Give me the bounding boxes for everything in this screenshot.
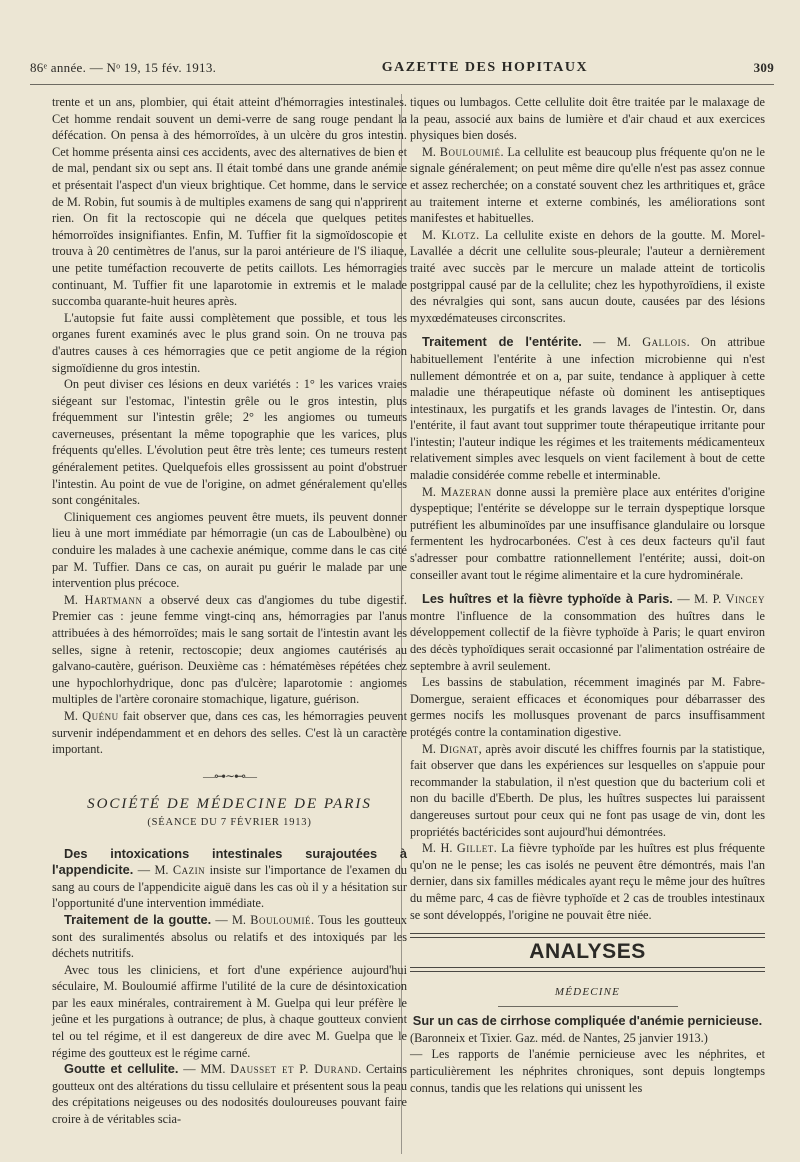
journal-title: GAZETTE DES HOPITAUX [381, 60, 589, 75]
author-name: Klotz [441, 227, 477, 242]
article-heading: Traitement de l'entérite. [422, 334, 582, 350]
author-name: Bouloumié [250, 912, 311, 927]
issue-info: 86ᵉ année. — Nᵒ 19, 15 fév. 1913. [30, 60, 217, 75]
paragraph: Avec tous les cliniciens, et fort d'une expérience aujourd'hui séculaire, M. Bouloumié affirme l'utilité de la cure de désintoxication par les eaux minérales, contrairement à M. Guelpa qui leur préfère le jeûne et les purgations à outrance; de plus, à chaque goutteux convient tel ou tel régime, et il est dangereux de dire avec M. Guelpa que le régime des goutteux est le régime carné. [52, 962, 407, 1060]
short-rule [498, 1006, 678, 1007]
paragraph: Cliniquement ces angiomes peuvent être muets, ils peuvent donner lieu à une mort immédiate par hémorragie (un cas de Laboulbène) ou conduire les malades à une cachexie anémique, comme dans le cas cité par M. Tuffier. Dans ce cas, on aurait pu guérir le malade par une intervention plus précoce. [52, 509, 407, 591]
double-rule [410, 967, 765, 972]
paragraph: — Les rapports de l'anémie pernicieuse avec les néphrites, et particulièrement les néphrites chroniques, sont depuis longtemps connus, tandis que les relations qui unissent les [410, 1047, 765, 1095]
author-name: Cazin [172, 863, 206, 878]
paragraph: Traitement de la goutte. — M. Bouloumié. Tous les goutteux sont des suralimentés absolus ou relatifs et des intoxiqués par les déchets nutritifs. [52, 911, 407, 961]
paragraph: Les bassins de stabulation, récemment imaginés par M. Fabre-Domergue, seraient efficaces et économiques pour débarrasser des germes nocifs les mollusques provenant de parcs insuffisamment protégés contre la contamination digestive. [410, 675, 765, 739]
paragraph: M. Dignat, après avoir discuté les chiffres fournis par la statistique, fait observer que dans les expériences sur lesquelles on s'appuie pour recommander la stabulation, il n'est question que du bacterium coli et non du bacille d'Eberth. De plus, les huîtres suspectes lui paraissent dangereuses surtout pour ceux qui ne font pas usage de vin, dont les propriétés bactéricides sont aujourd'hui démontrées. [410, 741, 765, 839]
paragraph: M. Mazeran donne aussi la première place aux entérites d'origine dyspeptique; l'entérite se développe sur le terrain dyspeptique lorsque putréfient les albuminoïdes par une insuffisance glandulaire ou lorsque fermentent les hydrocarbonées. C'est à ces deux facteurs qu'il faut s'adresser pour combattre rationnellement l'entérite; aussi, doit-on conseiller avant tout le régime alimentaire et la cure hydrominérale. [410, 484, 765, 582]
paragraph: Traitement de l'entérite. — M. Gallois. On attribue habituellement l'entérite à une infection microbienne qui n'est nullement démontrée et on a, par suite, tendance à appliquer à cette maladie une thérapeutique néfaste où dominent les antiseptiques intestinaux, les purgatifs et les grands lavages de l'intestin. Or, dans l'entérite, il faut avant tout supprimer toute thérapeutique irritante pour l'intestin; l'auteur indique les régimes et les traitements médicamenteux relativement simples avec lesquels on vient facilement à bout de cette maladie considérée comme rebelle et interminable. [410, 334, 766, 483]
author-name: Dausset et P. Durand [230, 1062, 359, 1077]
paragraph: M. Klotz. La cellulite existe en dehors de la goutte. M. Morel-Lavallée a décrit une cellulite sous-pleurale; l'auteur a dernièrement traité avec succès par le mercure un malade atteint de torticolis postgrippal causé par de la cellulite; chez les hypothyroïdiens, il existe des névralgies qui sont, sans aucun doute, causées par des lésions myxœdémateuses circonscrites. [410, 227, 765, 325]
paragraph: On peut diviser ces lésions en deux variétés : 1° les varices vraies siégeant sur l'estomac, l'intestin grêle ou le gros intestin, plus fréquemment sur l'intestin grêle; 2° les angiomes ou tumeurs caverneuses, présentant la même topographie que les varices, plus fréquents qu'elles. L'évolution peut être très lente; ces tumeurs restent généralement petites. Quelquefois elles grossissent au point d'obstruer l'intestin. Au point de vue de l'origine, on admet généralement qu'elles sont congénitales. [52, 377, 407, 508]
article-heading: Traitement de la goutte. [64, 911, 212, 927]
article-heading: Les huîtres et la fièvre typhoïde à Paris. [422, 591, 673, 607]
author-name: Vincey [725, 592, 765, 607]
header-rule [30, 84, 774, 85]
paragraph: M. Bouloumié. La cellulite est beaucoup plus fréquente qu'on ne le signale généralement; on peut même dire qu'elle n'est pas assez connue et assez recherchée; on a constaté souvent chez les arthritiques et, grâce au traitement interne et externe combinés, les améliorations sont manifestes et habituelles. [410, 144, 765, 226]
article-heading: Sur un cas de cirrhose compliquée d'anémie pernicieuse. [412, 1013, 763, 1029]
author-name: Mazeran [440, 484, 492, 499]
subsection-title: MÉDECINE [554, 985, 621, 998]
author-name: Bouloumié [439, 144, 501, 159]
paragraph: M. H. Gillet. La fièvre typhoïde par les huîtres est plus fréquente qu'on ne le pense; les cas isolés ne peuvent être démontrés, mais l'an dernier, dans six familles médicales ayant reçu le même jour des huîtres du même parc, 4 cas de fièvre typhoïde et 2 cas de troubles intestinaux se sont développés, l'origine ne pouvait être niée. [410, 841, 765, 922]
paragraph: tiques ou lumbagos. Cette cellulite doit être traitée par le malaxage de la peau, associé aux bains de lumière et d'air chaud et aux exercices physiques bien dosés. [410, 95, 765, 143]
paragraph: Des intoxications intestinales surajoutées à l'appendicite. — M. Cazin insiste sur l'importance de l'examen du sang au cours de l'appendicite aiguë dans les cas où il y a hésitation sur l'opportunité d'une intervention immédiate. [52, 845, 407, 911]
author-name: Dignat [439, 741, 479, 756]
session-date: (SÉANCE DU 7 FÉVRIER 1913) [147, 816, 312, 828]
right-column [410, 94, 765, 1096]
author-name: Gillet [456, 841, 494, 856]
paragraph: Goutte et cellulite. — MM. Dausset et P. Durand. Certains goutteux ont des altérations du tissu cellulaire et présentent sous la peau des crépitations neigeuses ou des nodosités douloureuses pouvant faire croire à de véritables scia- [52, 1061, 407, 1127]
section-ornament: —⊶∼⊷— [202, 768, 257, 783]
page-header [30, 54, 774, 82]
analyses-section [410, 933, 765, 972]
article-heading: Goutte et cellulite. [64, 1061, 179, 1077]
author-name: Quénu [82, 708, 119, 723]
paragraph: trente et un ans, plombier, qui était atteint d'hémorragies intestinales. Cet homme rendait souvent un demi-verre de sang rouge pendant la défécation. On pensa à des hémorroïdes, à un ulcère du gros intestin. Cet homme présenta ainsi ces accidents, avec des alternatives de bien et de mal, pendant six ou sept ans. Il était tombé dans une grande anémie et présentait l'aspect d'un vieux brightique. Cet homme, dans le service de M. Robin, fut soumis à de multiples examens de sang qui n'apprirent rien. On fit la rectoscopie qui ne décela que quelques petites hémorroïdes insignifiantes. Enfin, M. Tuffier fit la sigmoïdoscopie et trouva à 20 centimètres de l'anus, sur la paroi antérieure de l'S iliaque, une petite tuméfaction recouverte de petits caillots. Les hémorragies continuant, M. Tuffier fit une laparotomie in extremis et le malade succomba quarante-huit heures après. [52, 95, 407, 309]
author-name: Gallois [642, 335, 687, 350]
paragraph: M. Quénu fait observer que, dans ces cas, les hémorragies peuvent survenir indépendamment et en dehors des selles. C'est là un caractère important. [52, 708, 407, 757]
left-column [52, 94, 407, 1128]
page-number: 309 [753, 60, 774, 75]
section-title: SOCIÉTÉ DE MÉDECINE DE PARIS [87, 796, 372, 813]
paragraph: Les huîtres et la fièvre typhoïde à Paris. — M. P. Vincey montre l'influence de la consommation des huîtres dans le développement collectif de la fièvre typhoïde à Paris; le quart environ des décès typhoïdiques serait occasionné par l'alimentation ostréaire de septembre à avril seulement. [410, 591, 765, 673]
article-heading: Des intoxications intestinales surajoutées à l'appendicite. [52, 845, 407, 878]
paragraph: M. Hartmann a observé deux cas d'angiomes du tube digestif. Premier cas : jeune femme vingt-cinq ans, hémorragies par l'anus attribuées à des hémorroïdes; mais le sang sortait de l'intestin avant les selles, signe à retenir, rectoscopie; deux angiomes cautérisés au galvano-cautère, guérison. Deuxième cas : hématémèses répétées chez une hypochlorhydrique, donc pas d'ulcère; laparotomie : angiomes multiples de l'artère coronaire stomachique, ligature, guérison. [52, 592, 407, 707]
article-reference: (Baronneix et Tixier. Gaz. méd. de Nantes, 25 janvier 1913.) [410, 1030, 708, 1045]
paragraph: L'autopsie fut faite aussi complètement que possible, et tous les organes furent examinés avec le plus grand soin. On ne trouva pas d'autres causes à ces hémorragies que ce petit angiome de la région sigmoïdienne du gros intestin. [52, 310, 407, 375]
author-name: Hartmann [84, 592, 143, 607]
section-title: ANALYSES [529, 940, 646, 964]
